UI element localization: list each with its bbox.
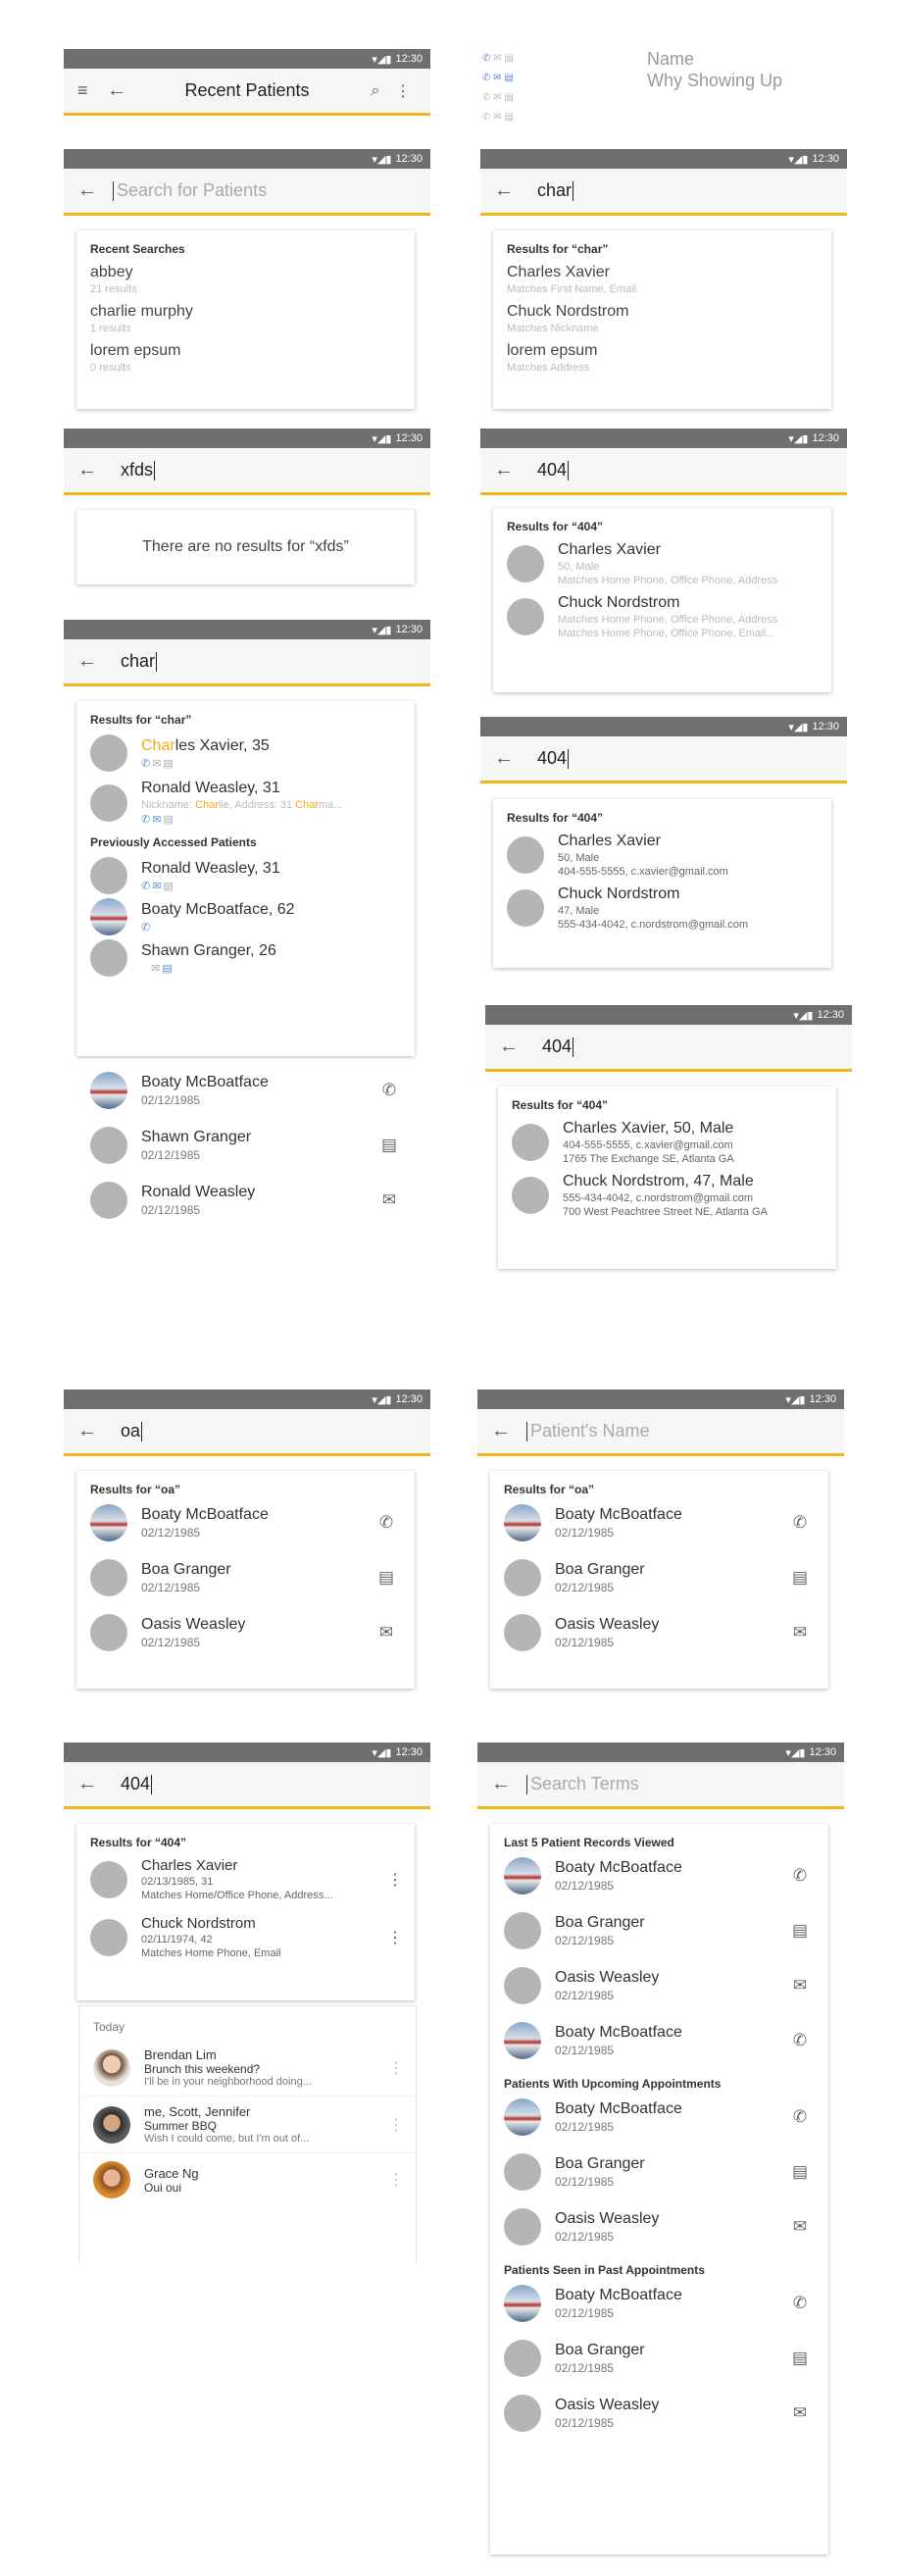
- avatar: [507, 545, 544, 582]
- email-icon[interactable]: ✉: [381, 1190, 397, 1209]
- back-arrow-icon[interactable]: ←: [494, 179, 514, 201]
- more-vert-icon[interactable]: ⋮: [395, 82, 411, 100]
- search-input[interactable]: xfds: [121, 459, 154, 480]
- email-icon[interactable]: ✉: [792, 2403, 808, 2422]
- screen-404-c: [485, 1005, 852, 1072]
- list-item[interactable]: Shawn Granger 02/12/1985 ▤: [90, 1127, 404, 1164]
- avatar: [504, 1559, 541, 1596]
- section-header: Last 5 Patient Records Viewed: [504, 1836, 674, 1849]
- avatar: [93, 2049, 130, 2087]
- status-bar: ▾◢▮ 12:30: [480, 717, 847, 736]
- section-header: Results for “char”: [90, 713, 192, 727]
- message-item[interactable]: me, Scott, Jennifer Summer BBQ Wish I could come, but I'm out of... ⋮: [79, 2096, 416, 2153]
- list-item[interactable]: Boa Granger 02/12/1985 ▤: [504, 2153, 815, 2191]
- search-input[interactable]: char: [121, 650, 156, 671]
- list-item[interactable]: Oasis Weasley 02/12/1985 ✉: [504, 1614, 815, 1651]
- avatar: [504, 1857, 541, 1894]
- list-item[interactable]: Boa Granger 02/12/1985 ▤: [90, 1559, 401, 1596]
- status-bar: ▾◢▮ 12:30: [480, 429, 847, 448]
- legend-row-4: ✆ ✉ ▤: [482, 112, 514, 123]
- avatar: [90, 1861, 127, 1898]
- search-bar: [480, 736, 847, 783]
- status-bar: ▾◢▮ 12:30: [64, 149, 430, 169]
- status-bar: ▾◢▮ 12:30: [64, 620, 430, 639]
- more-vert-icon[interactable]: ⋮: [387, 1929, 403, 1946]
- contact-icons: ✆✉▤: [141, 757, 175, 770]
- message-icon[interactable]: ▤: [791, 2349, 809, 2367]
- phone-icon[interactable]: ✆: [792, 1513, 808, 1532]
- legend-icons: [482, 49, 514, 127]
- section-header: Results for “char”: [507, 242, 609, 256]
- message-icon[interactable]: ▤: [791, 1921, 809, 1940]
- screen-search-terms: [477, 1743, 844, 1809]
- phone-icon[interactable]: ✆: [792, 2294, 808, 2312]
- status-time: 12:30: [395, 53, 423, 65]
- legend-name-label: Name: [647, 49, 695, 69]
- avatar: [90, 1919, 127, 1956]
- search-icon[interactable]: ⌕: [371, 81, 380, 99]
- list-item[interactable]: Charles Xavier 50, Male Matches Home Phone, Office Phone, Address: [507, 541, 818, 586]
- search-input[interactable]: 404: [542, 1035, 573, 1056]
- menu-icon[interactable]: ≡: [77, 80, 88, 100]
- status-bar: ▾◢▮ 12:30: [477, 1389, 844, 1409]
- avatar: [507, 598, 544, 635]
- search-input[interactable]: 404: [537, 459, 568, 480]
- search-bar: [64, 639, 430, 686]
- section-header: Patients Seen in Past Appointments: [504, 2263, 705, 2277]
- section-header: Results for “oa”: [504, 1483, 595, 1496]
- list-item[interactable]: charlie murphy 1 results: [90, 303, 193, 334]
- list-item[interactable]: Oasis Weasley 02/12/1985 ✉: [504, 2208, 815, 2246]
- search-input[interactable]: Patient's Name: [517, 1421, 650, 1441]
- section-header: Results for “404”: [512, 1098, 609, 1112]
- list-item[interactable]: Boaty McBoatface 02/12/1985 ✆: [504, 2022, 815, 2059]
- avatar: [504, 1967, 541, 2004]
- avatar: [90, 857, 127, 894]
- avatar: [90, 1614, 127, 1651]
- section-header: Previously Accessed Patients: [90, 835, 257, 849]
- avatar: [90, 1072, 127, 1109]
- phone-icon[interactable]: ✆: [378, 1513, 394, 1532]
- screen-no-results: [64, 429, 430, 495]
- avatar: [90, 1504, 127, 1541]
- more-vert-icon[interactable]: ⋮: [387, 1871, 403, 1889]
- results-card: [493, 799, 831, 968]
- avatar: [90, 1559, 127, 1596]
- email-icon[interactable]: ✉: [792, 2217, 808, 2236]
- avatar: [504, 2395, 541, 2432]
- back-arrow-icon[interactable]: ←: [77, 1773, 97, 1794]
- list-item[interactable]: Boaty McBoatface 02/12/1985 ✆: [504, 2098, 815, 2136]
- list-item[interactable]: Charles Xavier 02/13/1985, 31 Matches Home/Office Phone, Address... ⋮: [90, 1857, 401, 1901]
- avatar: [90, 784, 127, 822]
- section-header: Recent Searches: [90, 242, 185, 256]
- back-arrow-icon[interactable]: ←: [77, 459, 97, 480]
- back-arrow-icon[interactable]: ←: [77, 1420, 97, 1441]
- more-vert-icon[interactable]: ⋮: [388, 2116, 404, 2134]
- list-item[interactable]: Boa Granger 02/12/1985 ▤: [504, 1559, 815, 1596]
- screen-search-empty: [64, 149, 430, 216]
- status-bar: [64, 49, 430, 69]
- wifi-icon: ▾◢▮: [372, 53, 392, 66]
- section-header: Today: [93, 2020, 125, 2034]
- search-bar: [480, 448, 847, 495]
- list-item[interactable]: Charles Xavier, 50, Male 404-555-5555, c.xavier@gmail.com 1765 The Exchange SE, Atlanta GA: [512, 1120, 822, 1165]
- search-input[interactable]: char: [537, 179, 573, 200]
- recent-searches-card: [76, 230, 415, 409]
- legend-row-1: ✆ ✉ ▤: [482, 53, 514, 64]
- list-item[interactable]: Charles Xavier, 35 ✆✉▤: [90, 734, 401, 772]
- back-arrow-icon[interactable]: ←: [107, 79, 126, 101]
- list-item[interactable]: Ronald Weasley 02/12/1985 ✉: [90, 1182, 404, 1219]
- back-arrow-icon[interactable]: ←: [494, 747, 514, 769]
- list-item[interactable]: Shawn Granger, 26 ✉▤: [90, 939, 401, 977]
- phone-icon[interactable]: ✆: [792, 1866, 808, 1885]
- screen-404-a: [480, 429, 847, 495]
- list-item[interactable]: Boaty McBoatface 02/12/1985 ✆: [504, 2285, 815, 2322]
- avatar: [504, 1504, 541, 1541]
- screen-oa: [64, 1389, 430, 1456]
- list-item[interactable]: Chuck Nordstrom Matches Nickname: [507, 303, 629, 334]
- list-item[interactable]: Boa Granger 02/12/1985 ▤: [504, 1912, 815, 1949]
- avatar: [512, 1177, 549, 1214]
- message-icon[interactable]: ▤: [380, 1136, 398, 1154]
- status-bar: ▾◢▮ 12:30: [64, 1743, 430, 1762]
- contact-icons: ✆✉▤: [141, 814, 175, 826]
- search-bar: [477, 1762, 844, 1809]
- search-input[interactable]: 404: [537, 747, 568, 768]
- search-bar: [485, 1025, 852, 1072]
- back-arrow-icon[interactable]: ←: [499, 1035, 519, 1057]
- avatar: [93, 2106, 130, 2144]
- avatar: [512, 1124, 549, 1161]
- list-item[interactable]: Chuck Nordstrom 47, Male 555-434-4042, c.nordstrom@gmail.com: [507, 885, 818, 931]
- list-item[interactable]: Ronald Weasley, 31 Nickname: Charlie, Address: 31 Charma... ✆✉▤: [90, 780, 401, 826]
- phone-icon[interactable]: ✆: [792, 2107, 808, 2126]
- avatar: [507, 836, 544, 874]
- search-bar: [64, 448, 430, 495]
- email-icon[interactable]: ✉: [378, 1623, 394, 1642]
- patient-list: [90, 1064, 404, 1227]
- avatar: [504, 1614, 541, 1651]
- list-item[interactable]: Boaty McBoatface 02/12/1985 ✆: [504, 1504, 815, 1541]
- empty-card: [76, 510, 415, 584]
- list-item[interactable]: Oasis Weasley 02/12/1985 ✉: [504, 1967, 815, 2004]
- status-bar: ▾◢▮ 12:30: [480, 149, 847, 169]
- section-header: Results for “404”: [90, 1836, 187, 1849]
- results-card: [493, 508, 831, 692]
- search-input[interactable]: Search Terms: [517, 1774, 639, 1794]
- results-card: [490, 1471, 828, 1689]
- list-item[interactable]: Charles Xavier Matches First Name, Email: [507, 264, 637, 295]
- inbox-panel: [78, 2005, 417, 2262]
- screen-404-d: [64, 1743, 430, 1809]
- back-arrow-icon[interactable]: ←: [77, 179, 97, 201]
- search-bar: [64, 169, 430, 216]
- avatar: [504, 2153, 541, 2191]
- status-bar: ▾◢▮ 12:30: [64, 429, 430, 448]
- results-card: [76, 701, 415, 1056]
- more-vert-icon[interactable]: ⋮: [388, 2059, 404, 2077]
- list-item[interactable]: Boaty McBoatface 02/12/1985 ✆: [90, 1504, 401, 1541]
- message-item[interactable]: Brendan Lim Brunch this weekend? I'll be in your neighborhood doing... ⋮: [79, 2040, 416, 2096]
- contact-icons: ✉▤: [141, 962, 174, 975]
- screen-404-b: [480, 717, 847, 783]
- results-card: [493, 230, 831, 409]
- list-item[interactable]: lorem epsum 0 results: [90, 342, 181, 374]
- screen-char-detailed: [64, 620, 430, 686]
- search-bar: [477, 1409, 844, 1456]
- avatar: [504, 2208, 541, 2246]
- page-title: Recent Patients: [184, 80, 310, 100]
- avatar: [90, 898, 127, 935]
- back-arrow-icon[interactable]: ←: [494, 459, 514, 480]
- avatar: [93, 2161, 130, 2198]
- screen-search-char: [480, 149, 847, 216]
- avatar: [504, 2022, 541, 2059]
- status-bar: ▾◢▮ 12:30: [477, 1743, 844, 1762]
- contact-icons: ✆: [141, 921, 153, 934]
- avatar: [90, 734, 127, 772]
- legend-row-2: ✆ ✉ ▤: [482, 73, 514, 83]
- email-icon[interactable]: ✉: [792, 1623, 808, 1642]
- list-item[interactable]: Boaty McBoatface 02/12/1985 ✆: [90, 1072, 404, 1109]
- list-item[interactable]: Boaty McBoatface 02/12/1985 ✆: [504, 1857, 815, 1894]
- status-bar: ▾◢▮ 12:30: [485, 1005, 852, 1025]
- list-item[interactable]: Ronald Weasley, 31 ✆✉▤: [90, 857, 401, 894]
- message-icon[interactable]: ▤: [377, 1568, 395, 1587]
- search-input[interactable]: 404: [121, 1773, 151, 1793]
- search-input[interactable]: Search for Patients: [103, 180, 267, 201]
- avatar: [507, 889, 544, 927]
- list-item[interactable]: Boaty McBoatface, 62 ✆: [90, 898, 401, 935]
- list-item[interactable]: Oasis Weasley 02/12/1985 ✉: [504, 2395, 815, 2432]
- back-arrow-icon[interactable]: ←: [77, 650, 97, 672]
- section-header: Results for “404”: [507, 520, 604, 533]
- phone-icon[interactable]: ✆: [792, 2031, 808, 2049]
- legend-row-3: ✆ ✉ ▤: [482, 92, 514, 103]
- list-item[interactable]: lorem epsum Matches Address: [507, 342, 598, 374]
- more-vert-icon[interactable]: ⋮: [388, 2172, 404, 2189]
- message-icon[interactable]: ▤: [791, 1568, 809, 1587]
- avatar: [90, 939, 127, 977]
- section-header: Patients With Upcoming Appointments: [504, 2077, 722, 2091]
- avatar: [90, 1182, 127, 1219]
- empty-message: There are no results for “xfds”: [142, 538, 349, 555]
- results-card: [76, 1471, 415, 1689]
- email-icon[interactable]: ✉: [792, 1976, 808, 1995]
- status-bar: ▾◢▮ 12:30: [64, 1389, 430, 1409]
- avatar: [504, 2340, 541, 2377]
- message-icon[interactable]: ▤: [791, 2162, 809, 2181]
- message-item[interactable]: Grace Ng Oui oui ⋮: [79, 2153, 416, 2206]
- list-item[interactable]: Oasis Weasley 02/12/1985 ✉: [90, 1614, 401, 1651]
- avatar: [90, 1127, 127, 1164]
- list-item[interactable]: Chuck Nordstrom Matches Home Phone, Office Phone, Address Matches Home Phone, Office Phone, Email...: [507, 594, 818, 639]
- phone-icon[interactable]: ✆: [381, 1081, 397, 1099]
- avatar: [504, 1912, 541, 1949]
- legend: [480, 49, 853, 137]
- list-item[interactable]: Chuck Nordstrom 02/11/1974, 42 Matches Home Phone, Email ⋮: [90, 1915, 401, 1959]
- section-header: Results for “oa”: [90, 1483, 181, 1496]
- suggestions-card: [490, 1824, 828, 2554]
- search-bar: [64, 1409, 430, 1456]
- results-card: [76, 1824, 415, 2000]
- back-arrow-icon[interactable]: ←: [491, 1420, 511, 1441]
- legend-reason-label: Why Showing Up: [647, 71, 783, 90]
- search-bar: [480, 169, 847, 216]
- app-bar: [64, 69, 430, 116]
- list-item[interactable]: abbey 21 results: [90, 264, 137, 295]
- contact-icons: ✆✉▤: [141, 880, 175, 892]
- list-item[interactable]: Boa Granger 02/12/1985 ▤: [504, 2340, 815, 2377]
- search-bar: [64, 1762, 430, 1809]
- screen-recent-patients: [64, 49, 430, 116]
- avatar: [504, 2285, 541, 2322]
- list-item[interactable]: Charles Xavier 50, Male 404-555-5555, c.xavier@gmail.com: [507, 833, 818, 878]
- list-item[interactable]: Chuck Nordstrom, 47, Male 555-434-4042, c.nordstrom@gmail.com 700 West Peachtree Street NE, Atlanta GA: [512, 1173, 822, 1218]
- search-input[interactable]: oa: [121, 1420, 141, 1440]
- avatar: [504, 2098, 541, 2136]
- results-card: [498, 1086, 836, 1269]
- back-arrow-icon[interactable]: ←: [491, 1773, 511, 1794]
- screen-patient-name: [477, 1389, 844, 1456]
- section-header: Results for “404”: [507, 811, 604, 825]
